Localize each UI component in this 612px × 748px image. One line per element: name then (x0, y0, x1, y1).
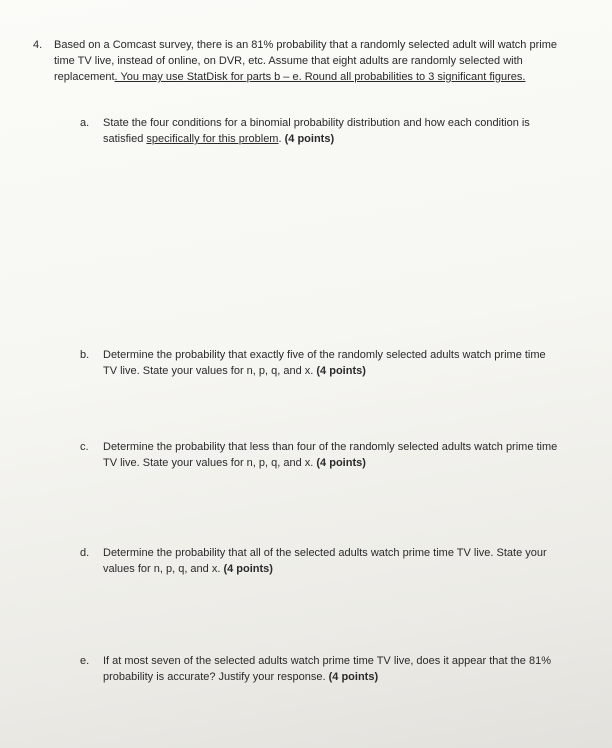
part-points: (4 points) (328, 671, 379, 683)
question-intro: Based on a Comcast survey, there is an 81% probability that a randomly selected adult will watch prime time TV live, instead of online, on DVR, etc. Assume that eight adults are randomly selected with replacement (54, 39, 557, 83)
part-a (80, 115, 560, 147)
question-instructions: . You may use StatDisk for parts b – e. Round all probabilities to 3 significant figures. (114, 71, 526, 83)
part-points: (4 points) (316, 365, 366, 377)
part-points: (4 points) (284, 133, 335, 145)
part-text: Determine the probability that all of the selected adults watch prime time TV live. State your values for n, p, q, and x. (103, 547, 547, 575)
part-text: Determine the probability that exactly five of the randomly selected adults watch prime time TV live. State your values for n, p, q, and x. (103, 349, 546, 377)
part-label: c. (80, 441, 89, 453)
part-text: Determine the probability that less than four of the randomly selected adults watch prime time TV live. State your values for n, p, q, and x. (103, 441, 558, 469)
part-label: b. (80, 349, 90, 361)
part-label: d. (80, 547, 90, 559)
question-text (54, 37, 573, 85)
part-punct: . (278, 133, 285, 145)
part-c (80, 439, 560, 471)
part-text: If at most seven of the selected adults watch prime time TV live, does it appear that the 81% probability is accurate? Justify your response. (103, 655, 551, 683)
part-d (80, 545, 560, 577)
part-points: (4 points) (223, 563, 273, 575)
part-b (80, 347, 560, 379)
question-4 (33, 37, 573, 85)
part-label: e. (80, 655, 90, 667)
part-points: (4 points) (316, 457, 366, 469)
part-emphasis: specifically for this problem (146, 133, 279, 145)
part-label: a. (80, 117, 90, 129)
part-e (80, 653, 560, 685)
question-number: 4. (33, 39, 43, 51)
part-text: State the four conditions for a binomial probability distribution and how each condition is satisfied (103, 117, 530, 145)
